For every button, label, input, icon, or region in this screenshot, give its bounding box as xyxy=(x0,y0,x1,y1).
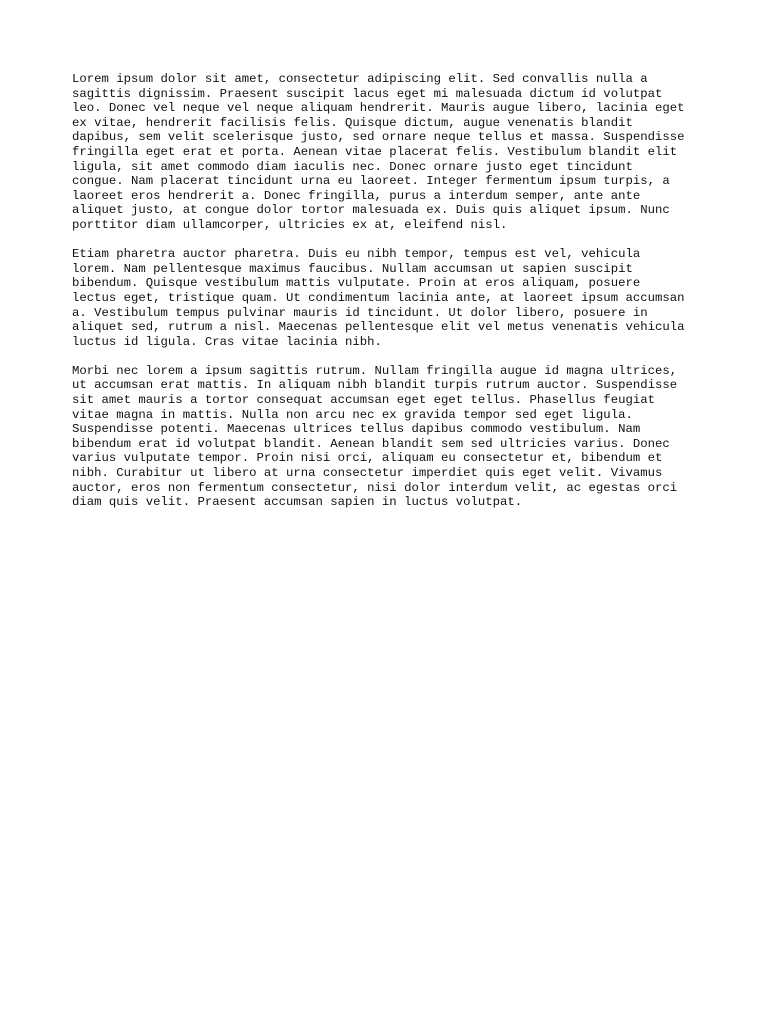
text-line: vitae magna in mattis. Nulla non arcu nec ex gravida tempor sed eget ligula. xyxy=(72,407,633,422)
text-line: fringilla eget erat et porta. Aenean vitae placerat felis. Vestibulum blandit elit xyxy=(72,144,678,159)
text-line: sit amet mauris a tortor consequat accumsan eget eget tellus. Phasellus feugiat xyxy=(72,393,655,408)
text-line: porttitor diam ullamcorper, ultricies ex at, eleifend nisl. xyxy=(72,217,508,232)
text-line: auctor, eros non fermentum consectetur, nisi dolor interdum velit, ac egestas orci xyxy=(72,480,678,495)
text-line: varius vulputate tempor. Proin nisi orci, aliquam eu consectetur et, bibendum et xyxy=(72,451,663,466)
text-line: laoreet eros hendrerit a. Donec fringilla, purus a interdum semper, ante ante xyxy=(72,188,641,203)
text-line: lectus eget, tristique quam. Ut condimentum lacinia ante, at laoreet ipsum accumsan xyxy=(72,290,685,305)
text-line: dapibus, sem velit scelerisque justo, sed ornare neque tellus et massa. Suspendisse xyxy=(72,130,685,145)
text-line: ex vitae, hendrerit facilisis felis. Quisque dictum, augue venenatis blandit xyxy=(72,115,633,130)
text-line: ut accumsan erat mattis. In aliquam nibh blandit turpis rutrum auctor. Suspendisse xyxy=(72,378,678,393)
text-line: lorem. Nam pellentesque maximus faucibus. Nullam accumsan ut sapien suscipit xyxy=(72,261,633,276)
text-line: bibendum. Quisque vestibulum mattis vulputate. Proin at eros aliquam, posuere xyxy=(72,276,641,291)
document-body xyxy=(72,72,704,524)
text-line: nibh. Curabitur ut libero at urna consectetur imperdiet quis eget velit. Vivamus xyxy=(72,466,663,481)
paragraph-2 xyxy=(72,247,704,349)
text-line: ligula, sit amet commodo diam iaculis nec. Donec ornare justo eget tincidunt xyxy=(72,159,633,174)
text-line: luctus id ligula. Cras vitae lacinia nibh. xyxy=(72,334,382,349)
paragraph-1 xyxy=(72,72,704,233)
text-line: a. Vestibulum tempus pulvinar mauris id tincidunt. Ut dolor libero, posuere in xyxy=(72,305,648,320)
text-line: sagittis dignissim. Praesent suscipit lacus eget mi malesuada dictum id volutpat xyxy=(72,86,663,101)
text-line: Etiam pharetra auctor pharetra. Duis eu nibh tempor, tempus est vel, vehicula xyxy=(72,247,641,262)
text-line: diam quis velit. Praesent accumsan sapien in luctus volutpat. xyxy=(72,495,523,510)
text-line: leo. Donec vel neque vel neque aliquam hendrerit. Mauris augue libero, lacinia eget xyxy=(72,101,685,116)
text-line: Morbi nec lorem a ipsum sagittis rutrum. Nullam fringilla augue id magna ultrices, xyxy=(72,363,678,378)
text-line: Suspendisse potenti. Maecenas ultrices tellus dapibus commodo vestibulum. Nam xyxy=(72,422,641,437)
text-line: bibendum erat id volutpat blandit. Aenean blandit sem sed ultricies varius. Donec xyxy=(72,436,670,451)
paragraph-3 xyxy=(72,364,704,510)
text-line: aliquet justo, at congue dolor tortor malesuada ex. Duis quis aliquet ipsum. Nunc xyxy=(72,203,670,218)
text-line: congue. Nam placerat tincidunt urna eu laoreet. Integer fermentum ipsum turpis, a xyxy=(72,174,670,189)
text-line: Lorem ipsum dolor sit amet, consectetur adipiscing elit. Sed convallis nulla a xyxy=(72,72,648,86)
text-line: aliquet sed, rutrum a nisl. Maecenas pellentesque elit vel metus venenatis vehicula xyxy=(72,320,685,335)
